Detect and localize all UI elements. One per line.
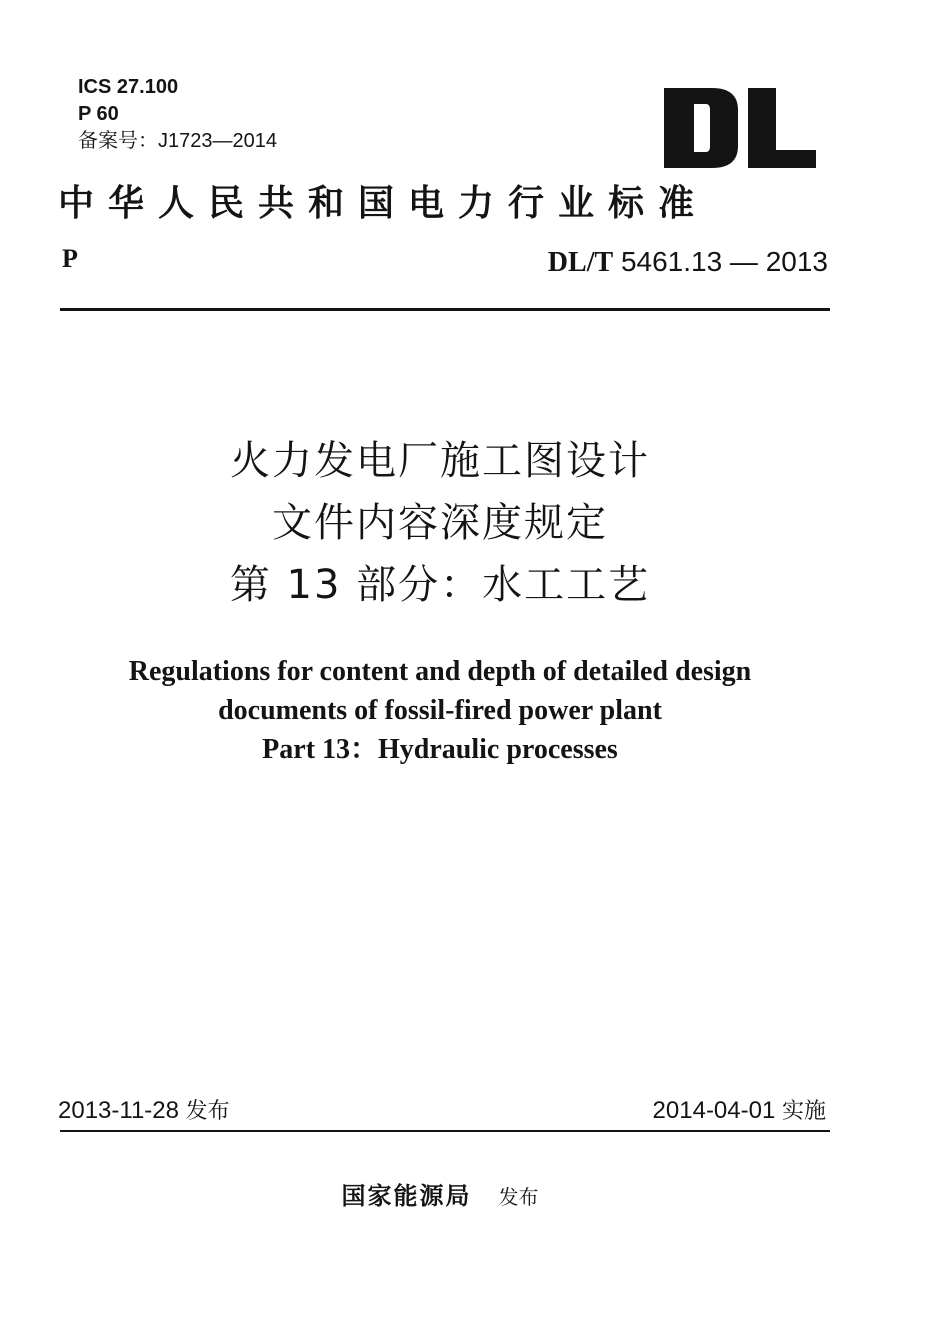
chinese-title-line-1: 火力发电厂施工图设计 [230,438,650,484]
chinese-title-line-2: 文件内容深度规定 [272,500,608,546]
publisher-org: 国家能源局 [341,1181,472,1210]
english-title-line-1: Regulations for content and depth of detailed design [128,656,752,687]
standard-number-prefix: DL/T [547,247,614,278]
english-title-line-3: Part 13：Hydraulic processes [262,734,618,765]
classification-codes [78,74,277,155]
issue-date [58,1094,230,1125]
top-divider [60,308,830,311]
publisher-action: 发布 [498,1185,539,1209]
standard-number-value: 5461.13 — 2013 [620,246,828,277]
implementation-date-label: 实施 [781,1099,826,1124]
implementation-date-value: 2014-04-01 [652,1097,776,1124]
standard-number [548,246,828,279]
class-code: P 60 [78,103,119,125]
english-title [0,652,880,769]
category-code: P [62,244,78,273]
logo-letter-l [748,88,816,168]
chinese-title [0,430,880,616]
logo-letter-d [664,88,738,168]
english-title-line-2: documents of fossil-fired power plant [218,695,662,726]
ics-code: ICS 27.100 [78,76,179,98]
chinese-title-line-3: 第 13 部分：水工工艺 [229,562,651,608]
dl-logo [664,88,816,168]
implementation-date [653,1094,826,1125]
record-number: 备案号：J1723—2014 [78,130,277,152]
bottom-divider [60,1130,830,1132]
issue-date-value: 2013-11-28 [58,1097,179,1124]
standard-name: 中华人民共和国电力行业标准 [58,182,709,224]
publisher [0,1176,880,1211]
issue-date-label: 发布 [185,1099,230,1124]
